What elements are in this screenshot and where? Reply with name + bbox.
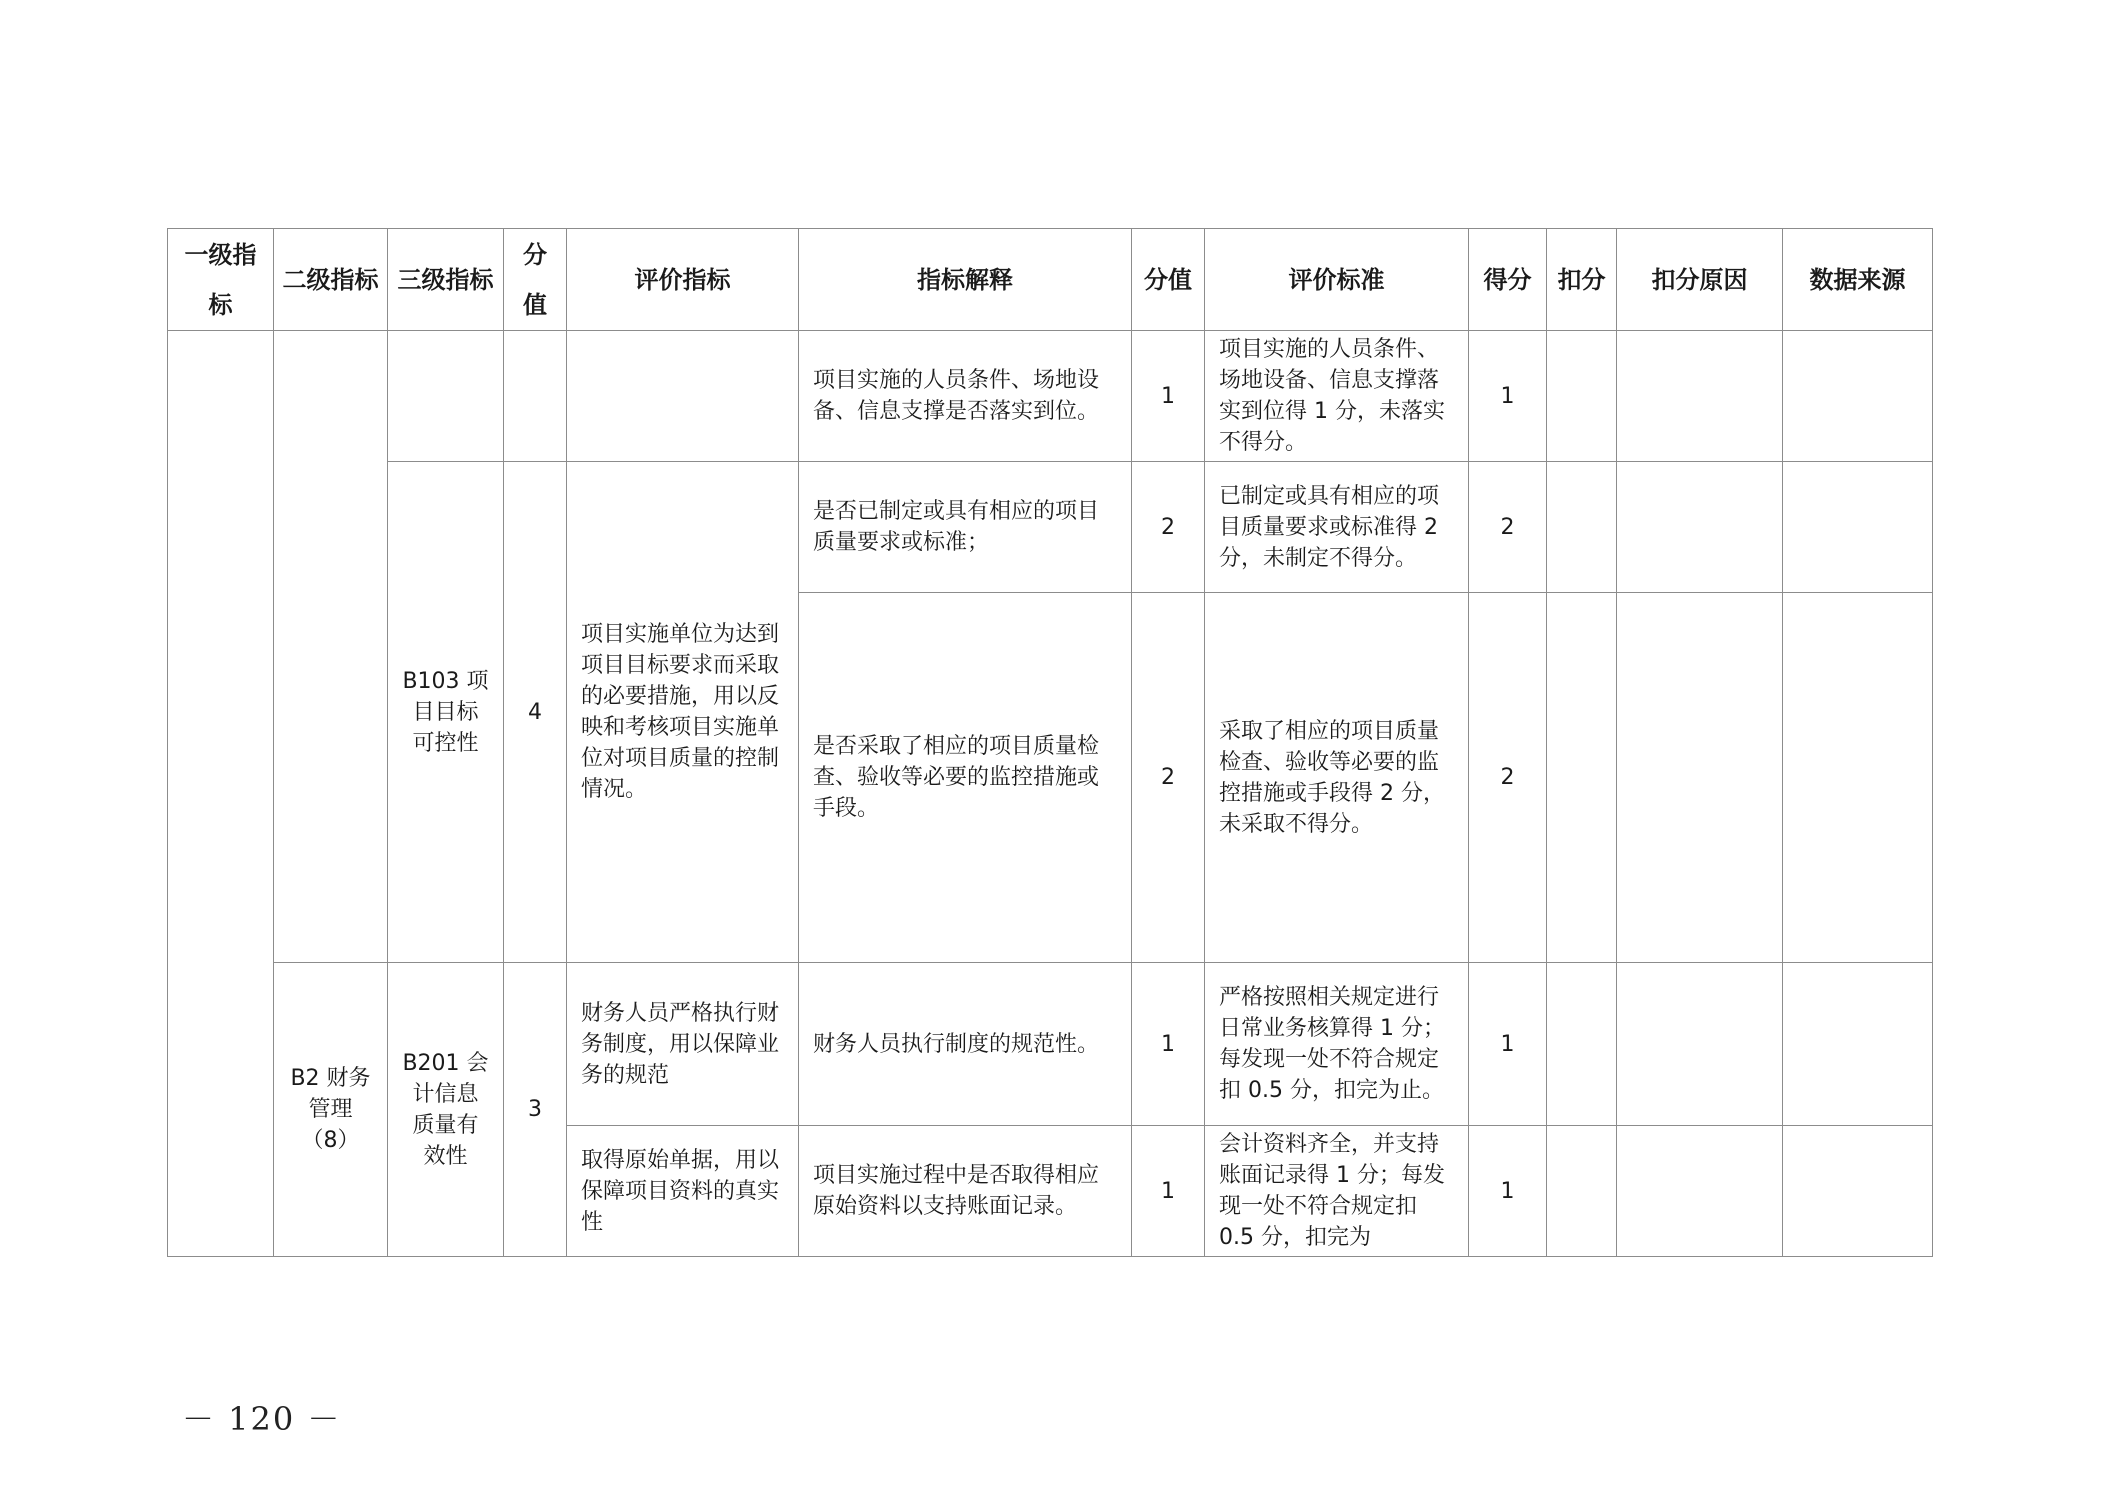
explanation-cell: 是否已制定或具有相应的项目质量要求或标准； xyxy=(799,462,1132,593)
header-value: 分值 xyxy=(504,229,567,331)
indicator-cell: 项目实施单位为达到项目目标要求而采取的必要措施，用以反映和考核项目实施单位对项目质量的控制情况。 xyxy=(567,462,799,963)
value-cell xyxy=(504,331,567,462)
points-cell: 2 xyxy=(1132,462,1205,593)
deduction-cell xyxy=(1547,593,1617,963)
data-source-cell xyxy=(1783,963,1933,1126)
standard-cell: 项目实施的人员条件、场地设备、信息支撑落实到位得 1 分，未落实不得分。 xyxy=(1205,331,1469,462)
level3-cell: B103 项目目标可控性 xyxy=(388,462,504,963)
header-points: 分值 xyxy=(1132,229,1205,331)
score-cell: 2 xyxy=(1469,462,1547,593)
indicator-cell: 财务人员严格执行财务制度，用以保障业务的规范 xyxy=(567,963,799,1126)
header-deduction-reason: 扣分原因 xyxy=(1617,229,1783,331)
points-cell: 2 xyxy=(1132,593,1205,963)
standard-cell: 严格按照相关规定进行日常业务核算得 1 分；每发现一处不符合规定扣 0.5 分，扣完为止。 xyxy=(1205,963,1469,1126)
table-header-row xyxy=(168,229,1933,331)
header-deduction: 扣分 xyxy=(1547,229,1617,331)
explanation-cell: 项目实施的人员条件、场地设备、信息支撑是否落实到位。 xyxy=(799,331,1132,462)
score-cell: 1 xyxy=(1469,331,1547,462)
deduction-cell xyxy=(1547,1126,1617,1257)
level3-cell xyxy=(388,331,504,462)
header-data-source: 数据来源 xyxy=(1783,229,1933,331)
level1-cell xyxy=(168,331,274,1257)
header-explanation: 指标解释 xyxy=(799,229,1132,331)
explanation-cell: 是否采取了相应的项目质量检查、验收等必要的监控措施或手段。 xyxy=(799,593,1132,963)
header-level3: 三级指标 xyxy=(388,229,504,331)
page-number: － 120 － xyxy=(182,1400,342,1438)
level3-cell: B201 会计信息质量有效性 xyxy=(388,963,504,1257)
explanation-cell: 财务人员执行制度的规范性。 xyxy=(799,963,1132,1126)
deduction-reason-cell xyxy=(1617,963,1783,1126)
deduction-reason-cell xyxy=(1617,1126,1783,1257)
value-cell: 4 xyxy=(504,462,567,963)
data-source-cell xyxy=(1783,331,1933,462)
indicator-cell xyxy=(567,331,799,462)
table-row xyxy=(168,963,1933,1126)
points-cell: 1 xyxy=(1132,1126,1205,1257)
explanation-cell: 项目实施过程中是否取得相应原始资料以支持账面记录。 xyxy=(799,1126,1132,1257)
table-row xyxy=(168,331,1933,462)
deduction-cell xyxy=(1547,331,1617,462)
score-cell: 1 xyxy=(1469,963,1547,1126)
table-row xyxy=(168,462,1933,593)
score-cell: 2 xyxy=(1469,593,1547,963)
header-level2: 二级指标 xyxy=(274,229,388,331)
indicator-cell: 取得原始单据，用以保障项目资料的真实性 xyxy=(567,1126,799,1257)
header-level1: 一级指标 xyxy=(168,229,274,331)
standard-cell: 已制定或具有相应的项目质量要求或标准得 2 分，未制定不得分。 xyxy=(1205,462,1469,593)
header-standard: 评价标准 xyxy=(1205,229,1469,331)
standard-cell: 会计资料齐全，并支持账面记录得 1 分；每发现一处不符合规定扣 0.5 分，扣完为 xyxy=(1205,1126,1469,1257)
deduction-cell xyxy=(1547,963,1617,1126)
deduction-cell xyxy=(1547,462,1617,593)
deduction-reason-cell xyxy=(1617,593,1783,963)
value-cell: 3 xyxy=(504,963,567,1257)
header-indicator: 评价指标 xyxy=(567,229,799,331)
level2-cell: B2 财务管理（8） xyxy=(274,963,388,1257)
header-score: 得分 xyxy=(1469,229,1547,331)
evaluation-table xyxy=(167,228,1933,1257)
data-source-cell xyxy=(1783,462,1933,593)
points-cell: 1 xyxy=(1132,331,1205,462)
score-cell: 1 xyxy=(1469,1126,1547,1257)
standard-cell: 采取了相应的项目质量检查、验收等必要的监控措施或手段得 2 分，未采取不得分。 xyxy=(1205,593,1469,963)
data-source-cell xyxy=(1783,593,1933,963)
deduction-reason-cell xyxy=(1617,331,1783,462)
data-source-cell xyxy=(1783,1126,1933,1257)
level2-cell xyxy=(274,331,388,963)
points-cell: 1 xyxy=(1132,963,1205,1126)
deduction-reason-cell xyxy=(1617,462,1783,593)
